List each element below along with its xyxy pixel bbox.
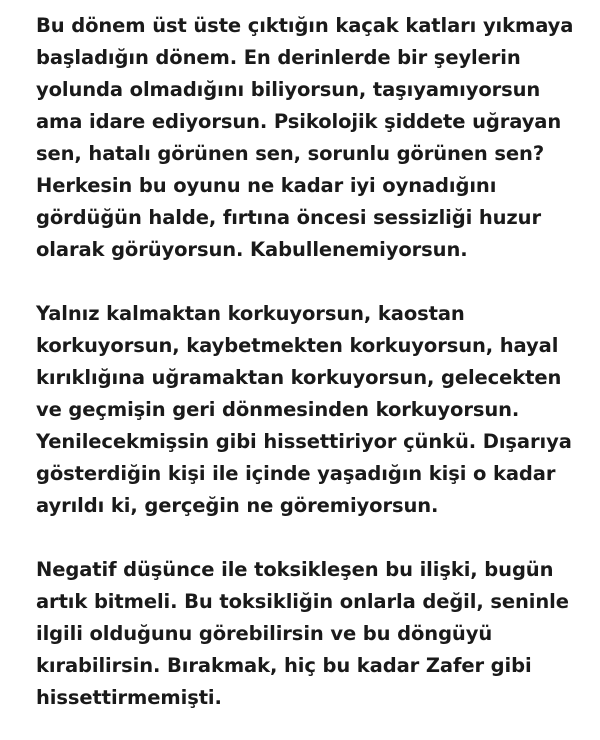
paragraph-line: Yalnız kalmaktan korkuyorsun, kaostan <box>36 302 465 325</box>
paragraph-line: olarak görüyorsun. Kabullenemiyorsun. <box>36 238 468 261</box>
paragraph-line: kırabilirsin. Bırakmak, hiç bu kadar Zafer gibi <box>36 654 532 677</box>
paragraph-spacer <box>36 522 596 554</box>
paragraph-3 <box>36 554 596 714</box>
paragraph-1 <box>36 10 596 266</box>
paragraph-line: sen, hatalı görünen sen, sorunlu görünen sen? <box>36 142 545 165</box>
paragraph-line: yolunda olmadığını biliyorsun, taşıyamıyorsun <box>36 78 541 101</box>
paragraph-line: başladığın dönem. En derinlerde bir şeylerin <box>36 46 521 69</box>
paragraph-line: artık bitmeli. Bu toksikliğin onlarla değil, seninle <box>36 590 569 613</box>
paragraph-line: Herkesin bu oyunu ne kadar iyi oynadığını <box>36 174 497 197</box>
paragraph-line: kırıklığına uğramaktan korkuyorsun, gelecekten <box>36 366 562 389</box>
paragraph-line: korkuyorsun, kaybetmekten korkuyorsun, hayal <box>36 334 559 357</box>
paragraph-line: ayrıldı ki, gerçeğin ne göremiyorsun. <box>36 494 439 517</box>
paragraph-line: hissettirmemişti. <box>36 686 222 709</box>
paragraph-line: Yenilecekmişsin gibi hissettiriyor çünkü. Dışarıya <box>36 430 572 453</box>
paragraph-line: Negatif düşünce ile toksikleşen bu ilişki, bugün <box>36 558 554 581</box>
paragraph-line: ama idare ediyorsun. Psikolojik şiddete uğrayan <box>36 110 562 133</box>
paragraph-spacer <box>36 266 596 298</box>
paragraph-line: ilgili olduğunu görebilirsin ve bu döngüyü <box>36 622 493 645</box>
paragraph-line: gösterdiğin kişi ile içinde yaşadığın kişi o kadar <box>36 462 556 485</box>
text-document <box>36 10 596 714</box>
paragraph-line: ve geçmişin geri dönmesinden korkuyorsun. <box>36 398 520 421</box>
paragraph-2 <box>36 298 596 522</box>
paragraph-line: Bu dönem üst üste çıktığın kaçak katları yıkmaya <box>36 14 574 37</box>
paragraph-line: gördüğün halde, fırtına öncesi sessizliği huzur <box>36 206 541 229</box>
